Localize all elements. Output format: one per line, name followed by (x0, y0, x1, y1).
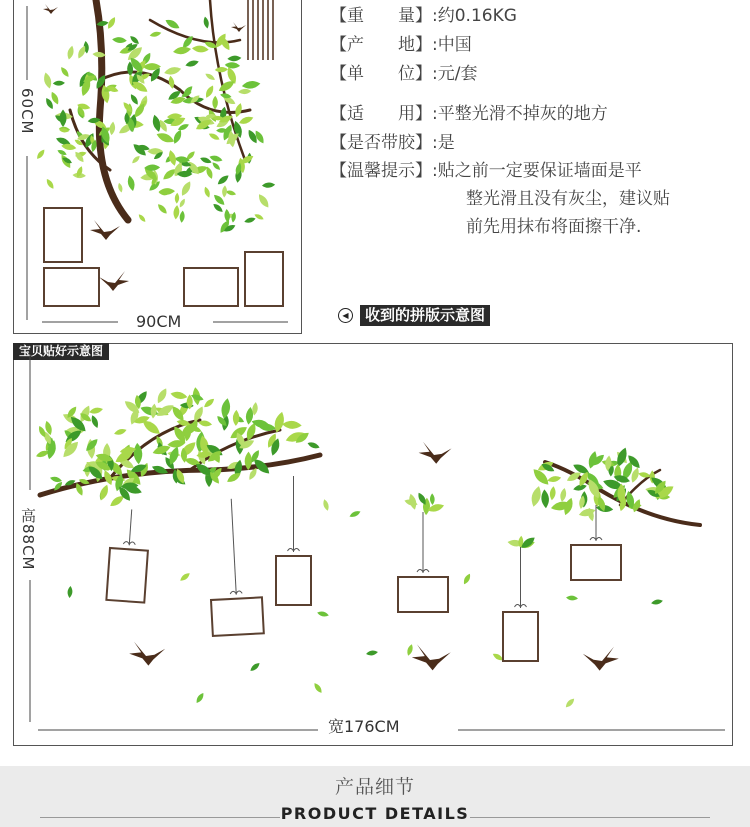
bird-icon (419, 442, 452, 464)
leaf-icon (98, 484, 111, 502)
leaf-icon (282, 420, 302, 429)
installed-height-label: 高88CM (19, 508, 37, 571)
picture-frame-icon (276, 476, 311, 605)
spec-label: 【重 量】 (330, 6, 432, 26)
picture-frame-icon (106, 508, 150, 602)
leaf-icon (113, 427, 127, 436)
leaf-icon (349, 509, 362, 518)
leaf-icon (195, 692, 206, 705)
leaf-icon (462, 573, 472, 586)
picture-frame-icon (398, 512, 448, 612)
leaf-icon (313, 682, 324, 695)
leaf-icon (89, 406, 104, 415)
picture-frame-icon (206, 497, 264, 635)
spec-value: :贴之前一定要保证墙面是平 (432, 161, 642, 181)
leaf-icon (549, 486, 556, 501)
spec-tip-continuation: 前先用抹布将面擦干净. (466, 217, 642, 237)
arrow-left-circle-icon: ◀ (338, 308, 353, 323)
leaf-icon (322, 499, 330, 512)
leaf-icon (155, 387, 169, 405)
leaf-icon (317, 610, 330, 617)
leaf-icon (249, 661, 261, 672)
sheet-height-label: 60CM (18, 88, 36, 135)
leaf-icon (529, 485, 543, 508)
spec-label: 【产 地】 (330, 35, 432, 55)
leaf-icon (179, 571, 191, 582)
leaf-icon (220, 398, 232, 420)
leaf-icon (566, 595, 578, 601)
spec-label: 【温馨提示】 (330, 161, 432, 181)
leaf-icon (233, 410, 240, 426)
leaf-icon (430, 493, 435, 505)
product-details-title-cn: 产品细节 (334, 776, 415, 798)
spec-value: :中国 (432, 35, 472, 55)
bird-icon (583, 647, 619, 671)
leaf-icon (559, 488, 567, 503)
leaf-icon (366, 650, 379, 657)
picture-frame-icon (571, 505, 621, 580)
spec-value: :是 (432, 133, 455, 153)
leaf-icon (547, 475, 562, 483)
leaf-icon (170, 390, 188, 400)
bird-icon (129, 642, 165, 666)
spec-value: :元/套 (432, 64, 478, 84)
leaf-icon (406, 644, 414, 657)
leaf-icon (67, 586, 73, 598)
leaf-icon (150, 403, 158, 419)
leaf-icon (90, 414, 100, 429)
spec-tip-continuation: 整光滑且没有灰尘，建议贴 (466, 189, 670, 209)
product-details-title-en: PRODUCT DETAILS (280, 804, 470, 823)
leaf-icon (307, 441, 321, 450)
picture-frame-icon (503, 547, 538, 661)
leaf-icon (651, 598, 664, 605)
leaf-icon (564, 697, 576, 709)
spec-label: 【适 用】 (330, 104, 432, 124)
leaf-icon (203, 397, 216, 409)
sheet-width-label: 90CM (136, 312, 182, 331)
spec-value: :约0.16KG (432, 6, 517, 26)
bird-icon (412, 644, 451, 670)
leaf-icon (49, 475, 62, 483)
leaf-icon (541, 489, 550, 508)
received-label-text: 收到的拼版示意图 (360, 305, 490, 326)
spec-label: 【单 位】 (330, 64, 432, 84)
spec-value: :平整光滑不掉灰的地方 (432, 104, 608, 124)
spec-label: 【是否带胶】 (330, 133, 432, 153)
installed-preview-tag: 宝贝贴好示意图 (13, 343, 109, 360)
installed-width-label: 宽176CM (328, 717, 400, 736)
